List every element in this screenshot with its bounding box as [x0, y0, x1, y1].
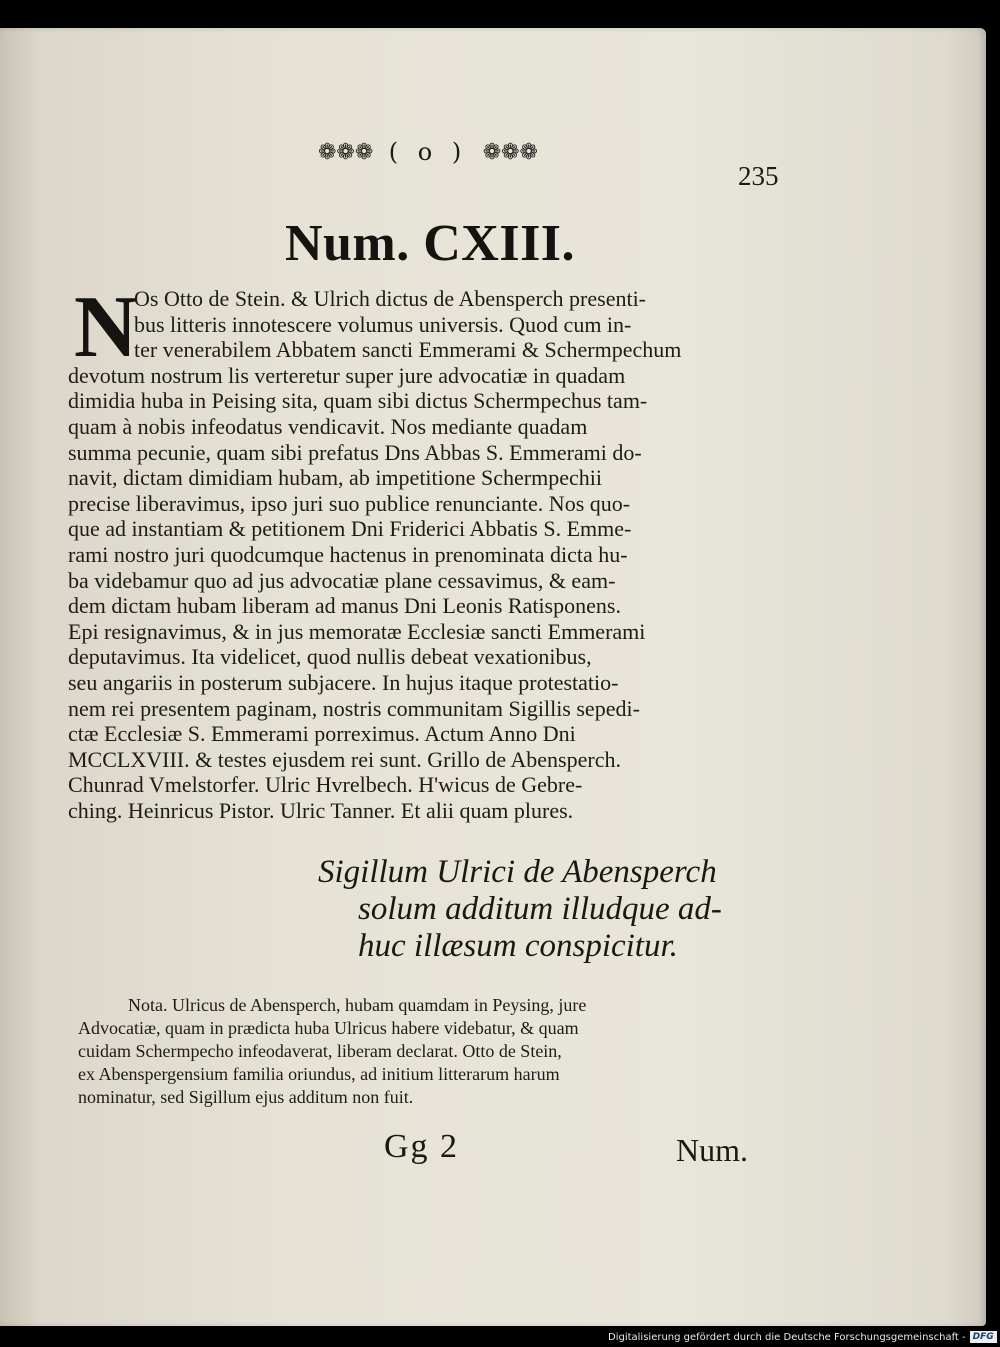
- footer-text: Digitalisierung gefördert durch die Deutsche Forschungsgemeinschaft -: [608, 1331, 966, 1343]
- document-title: Num. CXIII.: [284, 215, 576, 272]
- ornament-left-icon: ❁❁❁: [318, 139, 374, 165]
- text-line: nem rei presentem paginam, nostris communitam Sigillis sepedi-: [68, 695, 640, 721]
- note-line: Nota. Ulricus de Abensperch, hubam quamdam in Peysing, jure: [128, 995, 587, 1015]
- text-line: que ad instantiam & petitionem Dni Friderici Abbatis S. Emme-: [68, 516, 632, 542]
- dfg-logo-icon: DFG: [970, 1331, 997, 1343]
- text-line: MCCLXVIII. & testes ejusdem rei sunt. Grillo de Abensperch.: [68, 746, 621, 772]
- text-line: Os Otto de Stein. & Ulrich dictus de Abensperch presenti-: [134, 286, 647, 311]
- text-line: Chunrad Vmelstorfer. Ulric Hvrelbech. H'wicus de Gebre-: [68, 772, 583, 798]
- drop-cap: N: [74, 279, 138, 376]
- text-line: navit, dictam dimidiam hubam, ab impetitione Schermpechii: [68, 465, 602, 491]
- text-line: summa pecunie, quam sibi prefatus Dns Abbas S. Emmerami do-: [68, 439, 642, 465]
- book-page: [0, 28, 986, 1326]
- text-line: devotum nostrum lis verteretur super jure advocatiæ in quadam: [68, 362, 626, 388]
- text-line: dimidia huba in Peising sita, quam sibi dictus Schermpechus tam-: [68, 388, 648, 414]
- header-center-ornament: ( o ): [388, 138, 468, 166]
- text-line: deputavimus. Ita videlicet, quod nullis debeat vexationibus,: [68, 644, 592, 670]
- note-line: Advocatiæ, quam in prædicta huba Ulricus habere videbatur, & quam: [78, 1018, 579, 1038]
- note-line: ex Abenspergensium familia oriundus, ad initium litterarum harum: [78, 1064, 560, 1084]
- page-number: 235: [738, 161, 779, 191]
- text-line: ching. Heinricus Pistor. Ulric Tanner. Et alii quam plures.: [68, 797, 574, 823]
- seal-note: [318, 854, 778, 965]
- note-line: nominatur, sed Sigillum ejus additum non fuit.: [78, 1087, 414, 1107]
- text-line: ba videbamur quo ad jus advocatiæ plane cessavimus, & eam-: [68, 567, 616, 593]
- editorial-note: [78, 994, 768, 1109]
- charter-text: [68, 279, 780, 823]
- seal-note-line: solum additum illudque ad-: [358, 891, 722, 927]
- text-line: Epi resignavimus, & in jus memoratæ Ecclesiæ sancti Emmerami: [68, 618, 646, 644]
- ornament-right-icon: ❁❁❁: [482, 139, 538, 165]
- page-header: [318, 132, 538, 172]
- text-line: bus litteris innotescere volumus universis. Quod cum in-: [134, 311, 632, 337]
- text-line: rami nostro juri quodcumque hactenus in prenominata dicta hu-: [68, 541, 628, 567]
- text-line: precise liberavimus, ipso juri suo publice renunciante. Nos quo-: [68, 490, 631, 516]
- seal-note-line: huc illæsum conspicitur.: [358, 928, 678, 964]
- seal-note-line: Sigillum Ulrici de Abensperch: [318, 854, 717, 890]
- text-line: dem dictam hubam liberam ad manus Dni Leonis Ratisponens.: [68, 593, 621, 619]
- catchword: Num.: [676, 1132, 748, 1168]
- text-line: ctæ Ecclesiæ S. Emmerami porreximus. Actum Anno Dni: [68, 721, 576, 747]
- funding-footer: [608, 1331, 997, 1343]
- text-line: quam à nobis infeodatus vendicavit. Nos mediante quadam: [68, 413, 588, 439]
- text-line: ter venerabilem Abbatem sancti Emmerami & Schermpechum: [134, 337, 682, 363]
- text-line: seu angariis in posterum subjacere. In hujus itaque protestatio-: [68, 669, 619, 695]
- signature-mark: Gg 2: [384, 1128, 460, 1165]
- note-line: cuidam Schermpecho infeodaverat, liberam declarat. Otto de Stein,: [78, 1041, 562, 1061]
